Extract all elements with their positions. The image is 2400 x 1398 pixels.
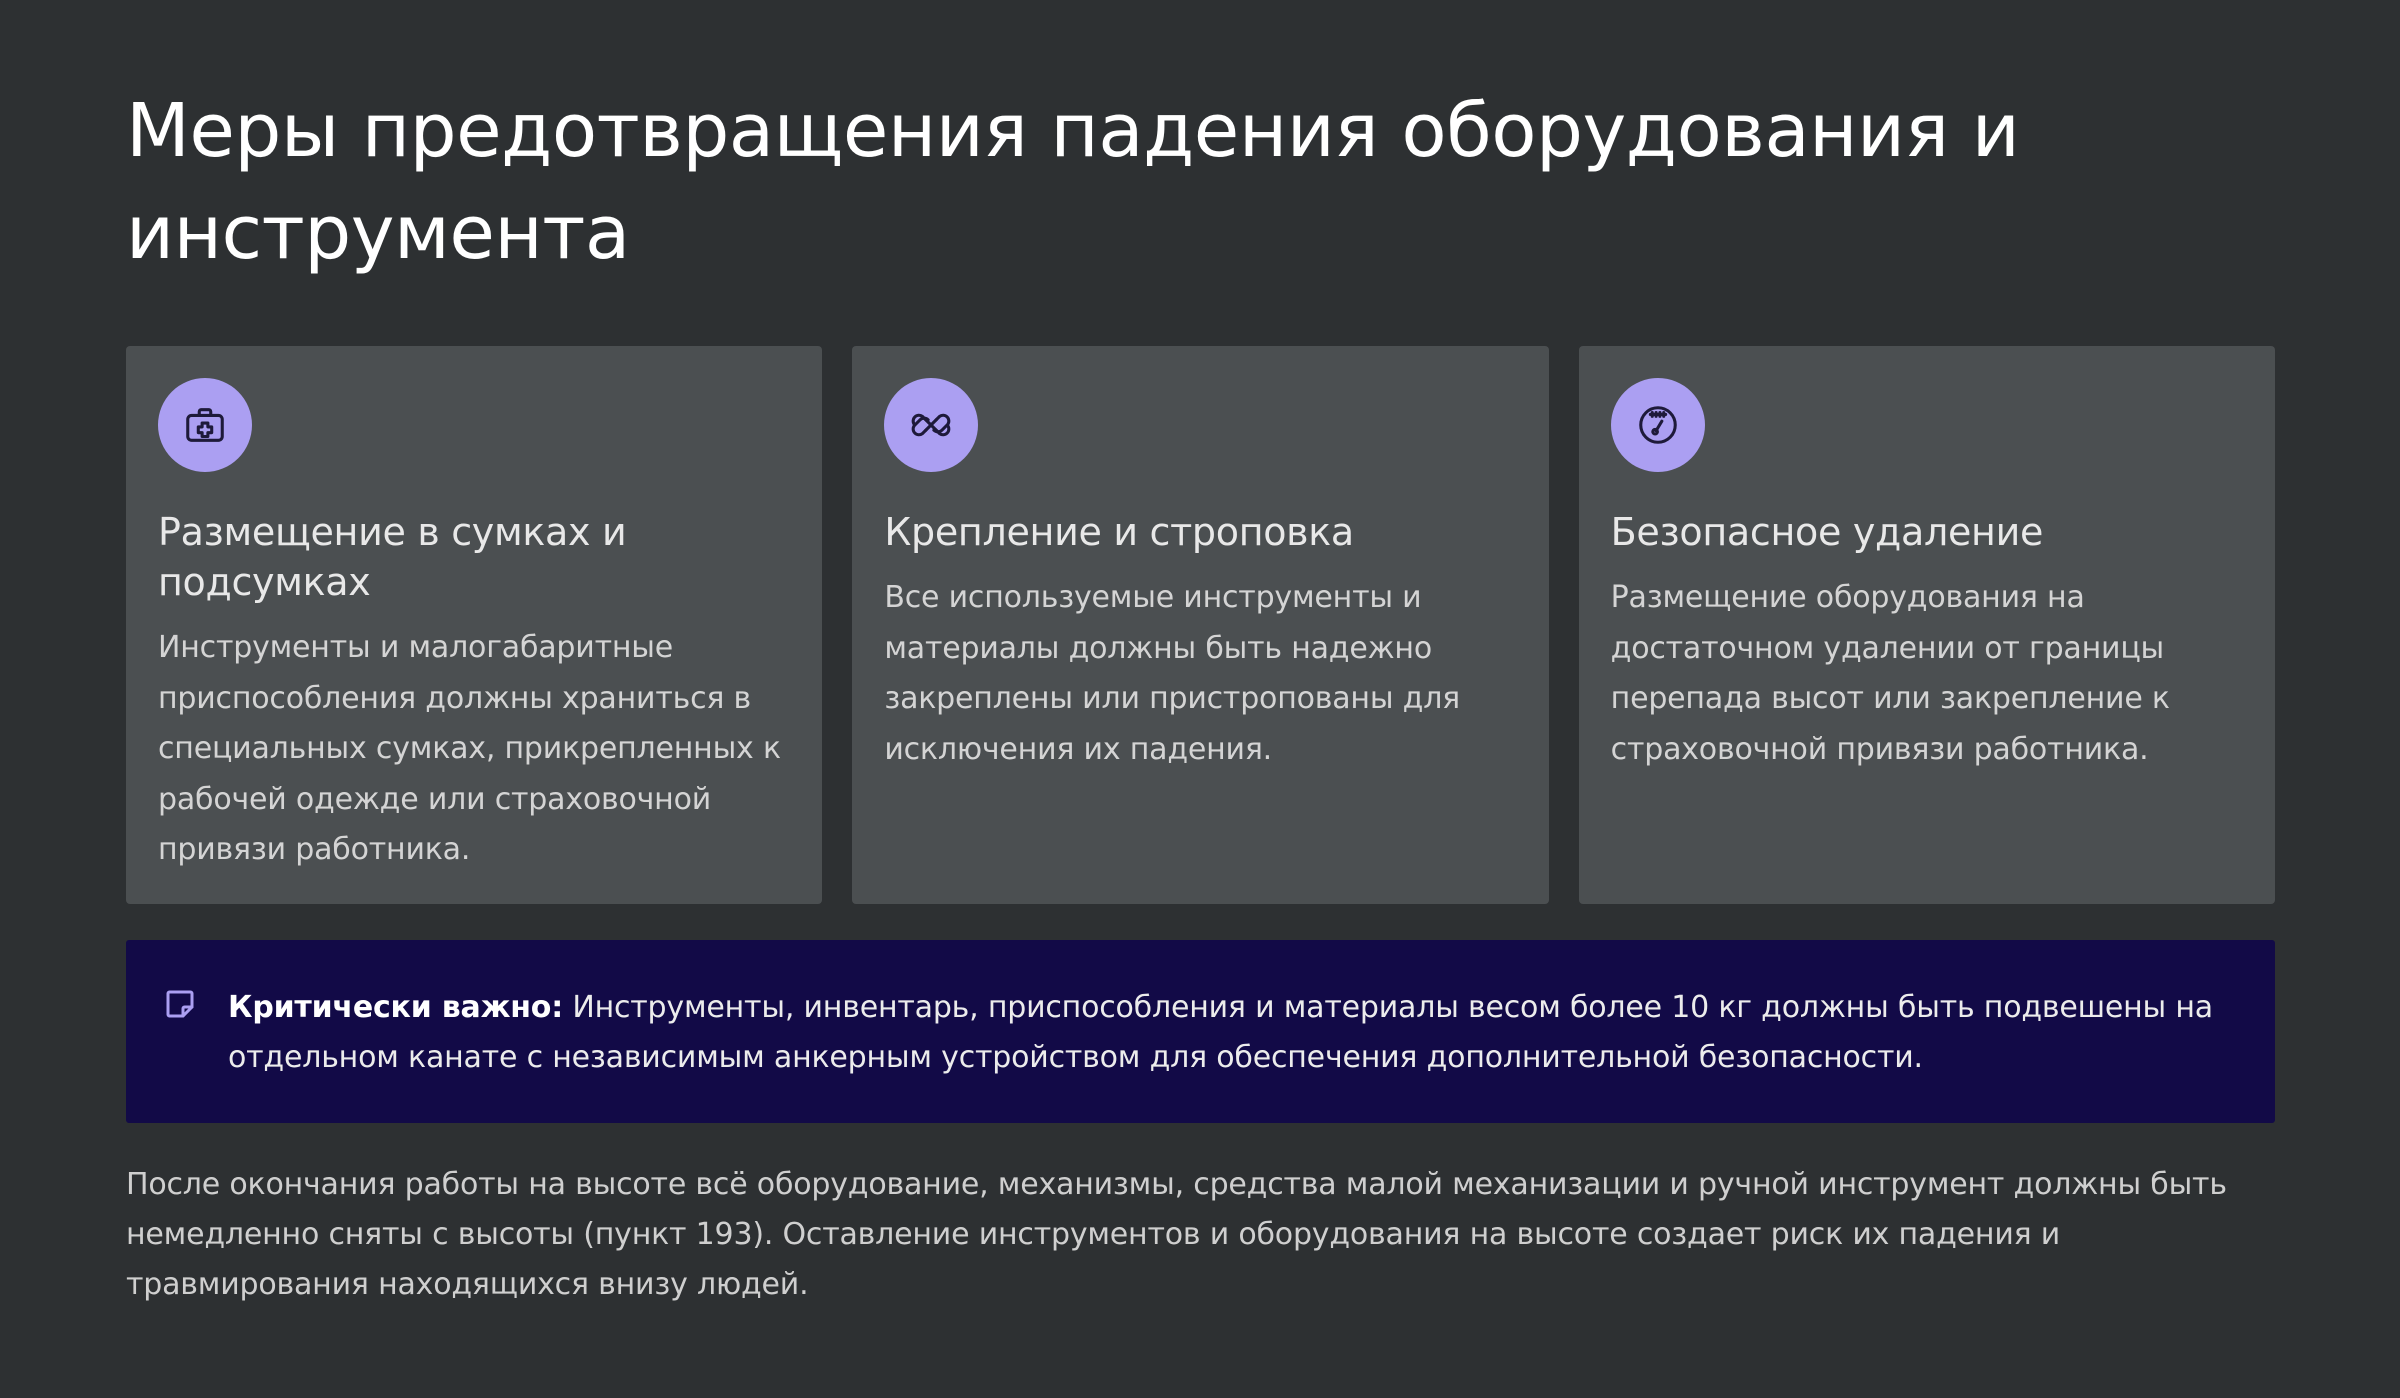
chain-link-icon (908, 402, 954, 448)
callout-label: Критически важно: (228, 990, 563, 1025)
callout-text (228, 983, 2215, 1083)
card-description: Инструменты и малогабаритные приспособления должны храниться в специальных сумках, прикрепленных к рабочей одежде или страховочной привязи работника. (158, 630, 781, 867)
gauge-icon (1635, 402, 1681, 448)
footer-paragraph: После окончания работы на высоте всё оборудование, механизмы, средства малой механизации и ручной инструмент должны быть немедленно сняты с высоты (пункт 193). Оставление инструментов и оборудования на высоте создает риск их падения и травмирования находящихся внизу людей. (126, 1167, 2227, 1302)
card-description: Все используемые инструменты и материалы должны быть надежно закреплены или пристропованы для исключения их падения. (884, 580, 1461, 767)
note-icon (162, 986, 198, 1022)
callout-body: Инструменты, инвентарь, приспособления и материалы весом более 10 кг должны быть подвешены на отдельном канате с независимым анкерным устройством для обеспечения дополнительной безопасности. (228, 990, 2213, 1075)
cards-row (126, 346, 2275, 904)
critical-callout (126, 940, 2275, 1123)
page-title: Меры предотвращения падения оборудования и инструмента (126, 88, 2020, 276)
card-title: Безопасное удаление (1610, 510, 2044, 554)
card-icon-badge (884, 378, 978, 472)
card-icon-badge (158, 378, 252, 472)
first-aid-kit-icon (182, 402, 228, 448)
card-description: Размещение оборудования на достаточном удалении от границы перепада высот или закрепление к страховочной привязи работника. (1610, 580, 2170, 767)
card-distance (1579, 346, 2275, 904)
card-fastening (852, 346, 1548, 904)
card-bags (126, 346, 822, 904)
card-title: Крепление и строповка (884, 510, 1354, 554)
card-icon-badge (1611, 378, 1705, 472)
card-title: Размещение в сумках и подсумках (158, 510, 627, 604)
